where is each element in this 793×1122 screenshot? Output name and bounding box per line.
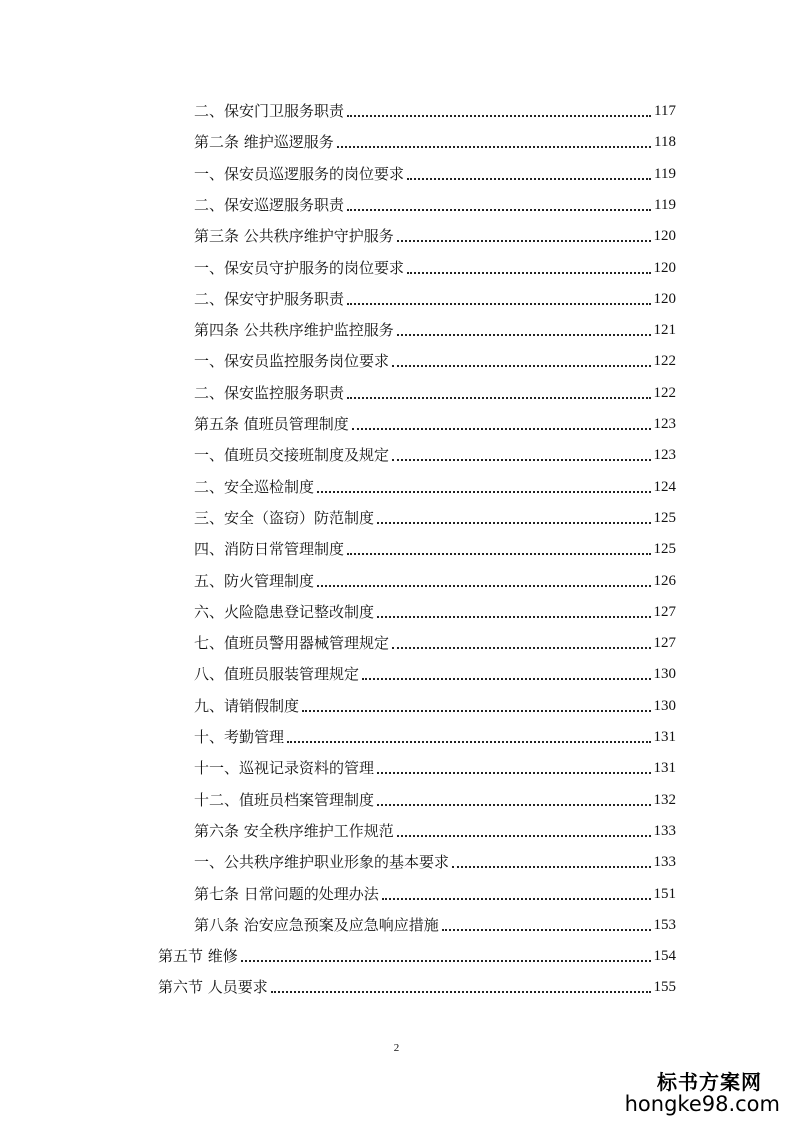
toc-dot-leader [287,723,650,743]
toc-entry-title: 一、公共秩序维护职业形象的基本要求 [194,853,450,872]
toc-entry-title: 十、考勤管理 [194,728,285,746]
toc-entry[interactable] [194,127,676,151]
toc-dot-leader [377,598,650,618]
toc-entry-page-number: 154 [653,948,676,965]
toc-dot-leader [392,629,650,649]
toc-dot-leader [347,535,650,555]
toc-entry-title: 第三条 公共秩序维护守护服务 [194,227,394,246]
toc-entry-page-number: 130 [653,697,676,714]
toc-entry[interactable] [194,503,676,527]
toc-dot-leader [392,441,650,461]
toc-entry-page-number: 151 [653,885,676,902]
toc-entry[interactable] [194,566,676,590]
toc-entry-page-number: 119 [654,196,676,213]
toc-entry[interactable] [194,190,676,214]
toc-entry-page-number: 127 [653,603,676,620]
toc-entry[interactable] [194,253,676,277]
toc-entry-title: 十二、值班员档案管理制度 [194,790,375,809]
toc-dot-leader [397,316,651,336]
toc-entry[interactable] [194,284,676,308]
toc-entry-title: 第六节 人员要求 [158,978,268,997]
toc-entry-page-number: 131 [653,760,676,777]
toc-entry[interactable] [194,816,676,840]
toc-entry[interactable] [194,785,676,809]
toc-entry-title: 第四条 公共秩序维护监控服务 [194,321,394,340]
toc-entry-page-number: 131 [653,729,676,745]
toc-entry-page-number: 117 [654,103,676,119]
toc-dot-leader [347,97,651,117]
toc-entry-title: 一、保安员巡逻服务的岗位要求 [194,164,405,183]
toc-entry-page-number: 130 [653,666,676,683]
toc-dot-leader [397,817,651,837]
toc-dot-leader [382,880,651,900]
page-number: 2 [393,1042,400,1054]
toc-entry[interactable] [194,910,676,934]
toc-entry-title: 二、保安守护服务职责 [194,289,345,308]
toc-dot-leader [392,347,650,367]
toc-entry-page-number: 122 [653,384,676,401]
toc-entry-title: 八、值班员服装管理规定 [194,665,360,684]
toc-entry[interactable] [194,753,676,777]
toc-entry-page-number: 120 [653,228,676,245]
toc-entry[interactable] [194,597,676,621]
toc-dot-leader [337,128,651,148]
toc-entry-page-number: 127 [653,635,676,652]
toc-entry[interactable] [194,691,676,715]
toc-entry-title: 六、火险隐患登记整改制度 [194,602,375,621]
toc-entry-title: 七、值班员警用器械管理规定 [194,634,390,653]
toc-entry-title: 二、安全巡检制度 [194,477,315,496]
toc-entry-title: 第八条 治安应急预案及应急响应措施 [194,915,439,934]
toc-entry[interactable] [194,346,676,370]
toc-entry[interactable] [194,659,676,683]
toc-dot-leader [377,786,650,806]
toc-entry[interactable] [194,315,676,339]
toc-entry-page-number: 125 [653,509,676,526]
toc-entry-page-number: 123 [653,416,676,432]
toc-entry-title: 一、保安员监控服务岗位要求 [194,352,390,371]
toc-dot-leader [377,754,650,774]
toc-entry-title: 第五节 维修 [158,947,238,966]
toc-entry-page-number: 118 [654,134,676,151]
toc-entry-title: 第五条 值班员管理制度 [194,415,349,433]
toc-entry[interactable] [194,847,676,871]
toc-entry-title: 十一、巡视记录资料的管理 [194,759,375,778]
toc-entry[interactable] [194,628,676,652]
toc-dot-leader [317,567,650,587]
toc-entry[interactable] [194,409,676,433]
toc-entry-page-number: 133 [653,854,676,871]
toc-dot-leader [377,504,650,524]
toc-entry[interactable] [194,472,676,496]
toc-entry-page-number: 124 [653,478,676,495]
toc-dot-leader [362,660,650,680]
toc-dot-leader [407,160,651,180]
toc-entry[interactable] [194,440,676,464]
toc-dot-leader [241,942,651,962]
toc-entry-title: 五、防火管理制度 [194,571,315,590]
toc-entry[interactable] [194,879,676,903]
toc-entry-title: 二、保安监控服务职责 [194,383,345,402]
toc-dot-leader [347,285,650,305]
toc-entry-page-number: 153 [653,916,676,933]
toc-entry-title: 第二条 维护巡逻服务 [194,133,334,152]
toc-entry-page-number: 120 [653,259,676,276]
toc-entry-page-number: 121 [653,322,676,339]
toc-entry-title: 三、安全（盗窃）防范制度 [194,508,375,527]
toc-entry[interactable] [194,722,676,746]
toc-entry-page-number: 132 [653,791,676,808]
toc-entry-page-number: 120 [653,290,676,307]
toc-entry[interactable] [194,96,676,120]
toc-entry-title: 一、保安员守护服务的岗位要求 [194,258,405,277]
toc-dot-leader [347,379,650,399]
toc-entry-title: 二、保安巡逻服务职责 [194,195,345,214]
toc-entry-title: 九、请销假制度 [194,696,300,715]
toc-entry[interactable] [194,159,676,183]
watermark [624,1066,790,1122]
toc-entry-page-number: 155 [653,979,676,996]
toc-entry[interactable] [158,941,676,965]
toc-dot-leader [442,911,651,931]
watermark-url-text: hongke98.com [624,1092,780,1116]
toc-entry-page-number: 122 [653,353,676,370]
toc-dot-leader [397,222,651,242]
watermark-chinese-text: 标书方案网 [657,1070,762,1094]
toc-entry-title: 四、消防日常管理制度 [194,540,345,559]
toc-dot-leader [317,473,650,493]
toc-dot-leader [352,410,651,430]
toc-entry-title: 二、保安门卫服务职责 [194,102,345,120]
toc-dot-leader [347,191,651,211]
toc-dot-leader [302,692,650,712]
toc-dot-leader [407,254,650,274]
toc-entry-page-number: 125 [653,541,676,558]
toc-entry[interactable] [194,378,676,402]
toc-entry-title: 第七条 日常问题的处理办法 [194,884,379,903]
toc-entry-page-number: 126 [653,572,676,589]
toc-dot-leader [452,848,650,868]
toc-entry[interactable] [194,221,676,245]
toc-entry-title: 第六条 安全秩序维护工作规范 [194,821,394,840]
toc-entry[interactable] [158,972,676,996]
toc-dot-leader [271,973,651,993]
toc-entry-page-number: 119 [654,165,676,182]
toc-entry[interactable] [194,534,676,558]
toc-entry-page-number: 133 [653,822,676,839]
toc-entry-page-number: 123 [653,447,676,464]
toc-entry-title: 一、值班员交接班制度及规定 [194,446,390,465]
